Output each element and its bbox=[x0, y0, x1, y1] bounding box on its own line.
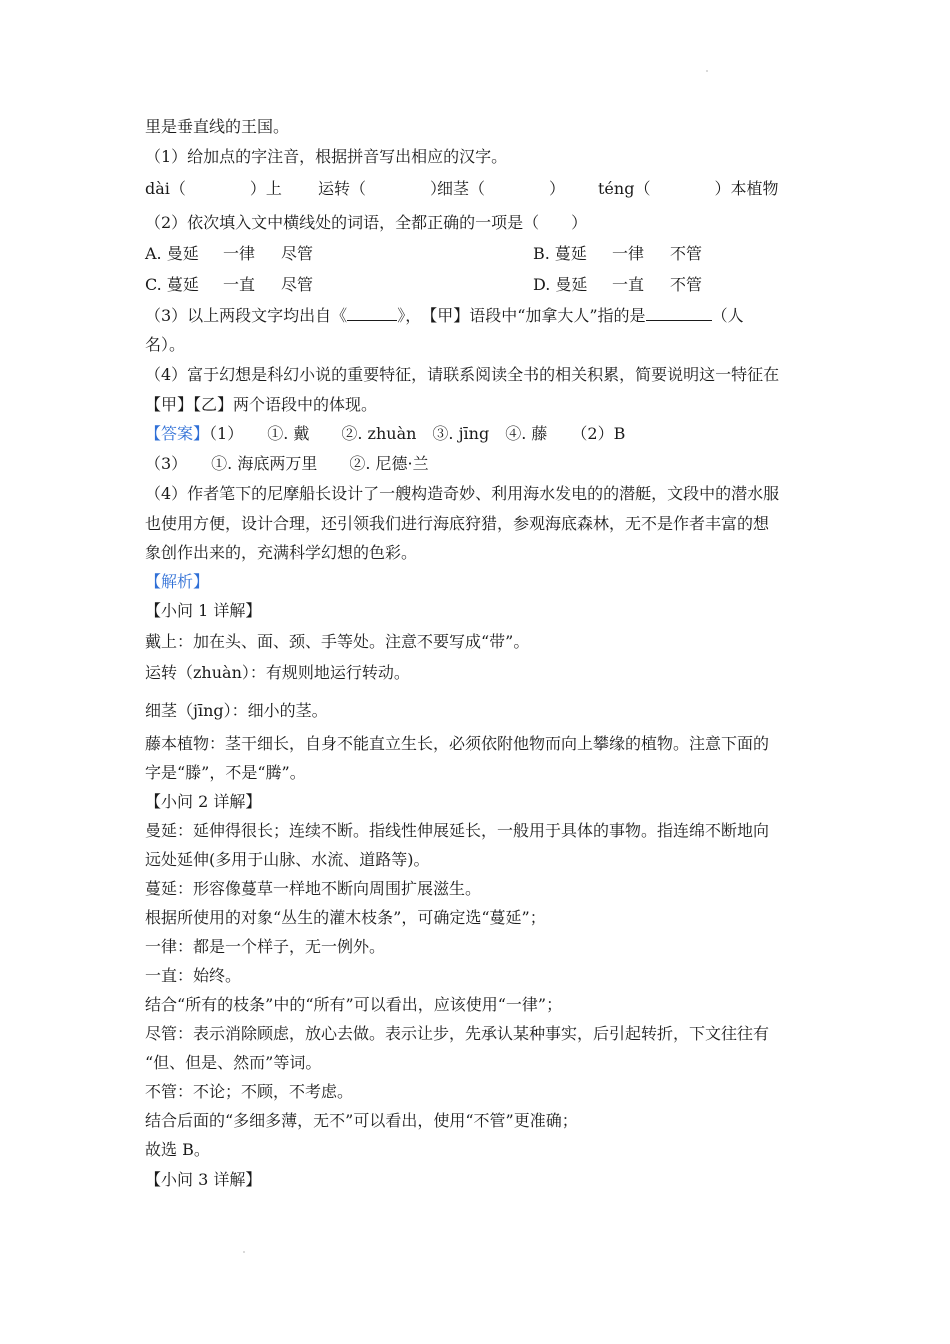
answer-line-1 bbox=[145, 423, 625, 445]
question-4-line-1: （4）富于幻想是科幻小说的重要特征，请联系阅读全书的相关积累，简要说明这一特征在 bbox=[145, 365, 780, 384]
option-c-w3: 尽管 bbox=[281, 275, 314, 294]
analysis-tag: 【解析】 bbox=[145, 572, 210, 591]
option-d-w1: D. 曼延 bbox=[533, 275, 588, 294]
answer-1-2: （1） ①. 戴 ②. zhuàn ③. jīng ④. 藤 （2）B bbox=[209, 424, 626, 443]
analysis-1-line: 运转（zhuàn）：有规则地运行转动。 bbox=[145, 663, 410, 682]
answer-4-line-3: 象创作出来的，充满科学幻想的色彩。 bbox=[145, 543, 418, 562]
analysis-2-line: 曼延：延伸得很长；连续不断。指线性伸展延长，一般用于具体的事物。指连绵不断地向 bbox=[145, 821, 770, 840]
question-4-line-2: 【甲】【乙】两个语段中的体现。 bbox=[145, 395, 378, 414]
analysis-2-line: 结合“所有的枝条”中的“所有”可以看出，应该使用“一律”； bbox=[145, 995, 563, 1014]
answer-4-line-2: 也使用方便，设计合理，还引领我们进行海底狩猎，参观海底森林，无不是作者丰富的想 bbox=[145, 514, 770, 533]
analysis-2-line: 根据所使用的对象“丛生的灌木枝条”，可确定选“蔓延”； bbox=[145, 908, 546, 927]
q3-blank-book bbox=[347, 304, 397, 321]
q3-blank-name bbox=[646, 304, 712, 321]
q3-text-2: 》， 【甲】语段中“加拿大人”指的是 bbox=[397, 306, 646, 325]
option-a-w3: 尽管 bbox=[281, 244, 314, 263]
analysis-2-line: 故选 B。 bbox=[145, 1140, 210, 1159]
analysis-2-line: “但、但是、然而”等词。 bbox=[145, 1053, 322, 1072]
answer-3: （3） ①. 海底两万里 ②. 尼德·兰 bbox=[145, 454, 429, 473]
question-3-cont: 名）。 bbox=[145, 335, 186, 354]
sub-question-3-heading: 【小问 3 详解】 bbox=[145, 1170, 262, 1189]
analysis-2-line: 蔓延：形容像蔓草一样地不断向周围扩展滋生。 bbox=[145, 879, 482, 898]
analysis-2-line: 结合后面的“多细多薄，无不”可以看出，使用“不管”更准确； bbox=[145, 1111, 578, 1130]
analysis-1-line: 戴上：加在头、面、颈、手等处。注意不要写成“带”。 bbox=[145, 632, 530, 651]
question-2-stem: （2）依次填入文中横线处的词语，全都正确的一项是（ ） bbox=[145, 213, 588, 232]
answer-tag: 【答案】 bbox=[145, 424, 210, 443]
sub-question-1-heading: 【小问 1 详解】 bbox=[145, 601, 262, 620]
analysis-1-line: 细茎（jīng）：细小的茎。 bbox=[145, 701, 328, 720]
question-1-stem: （1）给加点的字注音，根据拼音写出相应的汉字。 bbox=[145, 147, 508, 166]
analysis-2-line: 不管：不论；不顾，不考虑。 bbox=[145, 1082, 354, 1101]
q1-item-teng: téng（ ）本植物 bbox=[598, 179, 779, 198]
answer-4-line-1: （4）作者笔下的尼摩船长设计了一艘构造奇妙、利用海水发电的的潜艇，文段中的潜水服 bbox=[145, 484, 780, 503]
option-c-w2: 一直 bbox=[223, 275, 256, 294]
analysis-1-line: 字是“滕”，不是“腾”。 bbox=[145, 763, 306, 782]
option-b-w2: 一律 bbox=[612, 244, 645, 263]
analysis-2-line: 一律：都是一个样子，无一例外。 bbox=[145, 937, 386, 956]
option-d-w2: 一直 bbox=[612, 275, 645, 294]
q1-item-yunzhuan: 运转（ ） bbox=[318, 179, 447, 198]
scan-speck bbox=[243, 1251, 245, 1253]
option-c-w1: C. 蔓延 bbox=[145, 275, 199, 294]
analysis-2-line: 一直：始终。 bbox=[145, 966, 242, 985]
option-a-w2: 一律 bbox=[223, 244, 256, 263]
option-a-w1: A. 曼延 bbox=[145, 244, 199, 263]
q1-item-dai: dài（ ）上 bbox=[145, 179, 282, 198]
analysis-2-line: 尽管：表示消除顾虑，放心去做。表示让步，先承认某种事实，后引起转折，下文往往有 bbox=[145, 1024, 770, 1043]
option-d-w3: 不管 bbox=[670, 275, 703, 294]
question-3-line bbox=[145, 304, 744, 327]
q1-item-xijing: 细茎（ ） bbox=[437, 179, 566, 198]
scan-speck bbox=[706, 70, 708, 72]
intro-text: 里是垂直线的王国。 bbox=[145, 117, 290, 136]
q3-text-1: （3）以上两段文字均出自《 bbox=[145, 306, 348, 325]
sub-question-2-heading: 【小问 2 详解】 bbox=[145, 792, 262, 811]
option-b-w3: 不管 bbox=[670, 244, 703, 263]
analysis-1-line: 藤本植物：茎干细长，自身不能直立生长，必须依附他物而向上攀缘的植物。注意下面的 bbox=[145, 734, 770, 753]
analysis-2-line: 远处延伸(多用于山脉、水流、道路等)。 bbox=[145, 850, 430, 869]
option-b-w1: B. 蔓延 bbox=[533, 244, 587, 263]
q3-text-3: （人 bbox=[711, 306, 744, 325]
